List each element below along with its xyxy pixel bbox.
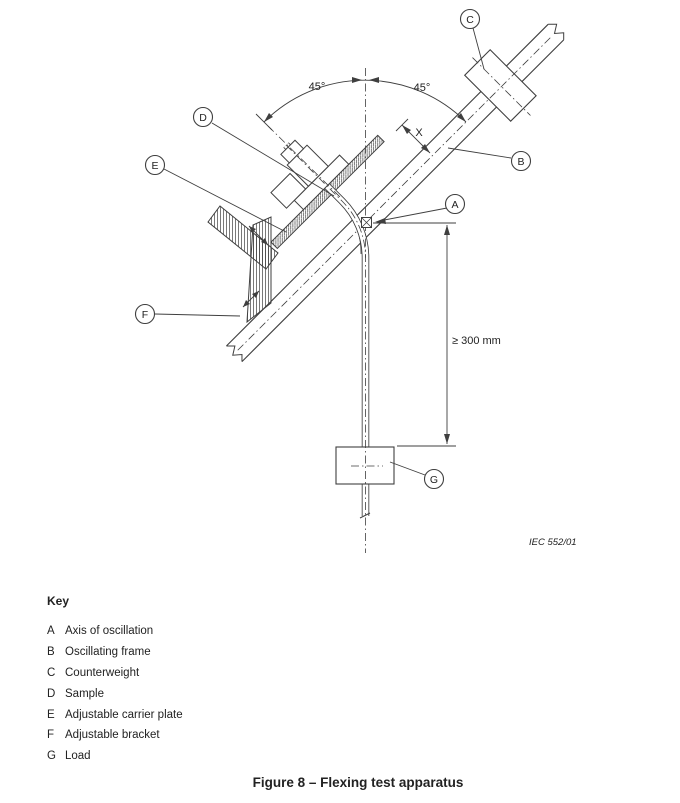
key-item-label: Sample	[65, 687, 104, 700]
oscillating-frame-group	[195, 0, 589, 384]
key-item-c	[47, 663, 183, 684]
leader-f	[155, 314, 240, 316]
callout-f	[136, 305, 155, 324]
key-item-letter: E	[47, 708, 55, 721]
callout-e-letter: E	[151, 160, 159, 172]
callout-g	[425, 470, 444, 489]
key-item-label: Oscillating frame	[65, 646, 151, 659]
angle-label-left: 45°	[308, 81, 326, 93]
key-section	[47, 594, 183, 767]
key-item-label: Load	[65, 750, 91, 763]
key-item-label: Axis of oscillation	[65, 625, 154, 638]
key-item-letter: A	[47, 625, 55, 638]
key-list	[47, 621, 183, 767]
callout-d-letter: D	[199, 112, 207, 124]
arrowhead	[369, 77, 379, 83]
key-item-letter: F	[47, 729, 55, 742]
swing-arc	[264, 80, 466, 122]
key-item-letter: G	[47, 750, 56, 763]
callout-f-letter: F	[141, 309, 149, 321]
callout-d	[194, 108, 213, 127]
arrowhead	[444, 434, 450, 444]
key-item-d	[47, 683, 183, 704]
load-weight	[336, 447, 394, 484]
key-item-a	[47, 621, 183, 642]
callout-a-letter: A	[451, 199, 459, 211]
callout-c	[461, 10, 480, 29]
arrowhead	[352, 77, 362, 83]
key-item-letter: B	[47, 646, 55, 659]
callout-a	[446, 195, 465, 214]
callout-b	[512, 152, 531, 171]
callout-c-letter: C	[466, 14, 474, 26]
key-item-g	[47, 746, 183, 767]
key-heading: Key	[47, 594, 70, 608]
key-item-label: Adjustable bracket	[65, 729, 160, 742]
callout-g-letter: G	[429, 474, 439, 486]
angle-label-right: 45°	[413, 82, 431, 94]
iec-reference-label: IEC 552/01	[529, 537, 577, 548]
callout-b-letter: B	[517, 156, 525, 168]
sample-clamp-group	[257, 125, 349, 217]
key-item-letter: D	[47, 687, 56, 700]
key-item-f	[47, 725, 183, 746]
key-item-label: Adjustable carrier plate	[65, 708, 183, 721]
key-item-label: Counterweight	[65, 666, 140, 679]
leader-b	[448, 148, 511, 158]
arrowhead	[444, 225, 450, 235]
x-dimension-label: X	[415, 127, 423, 139]
callout-e	[146, 156, 165, 175]
min-length-label: ≥ 300 mm	[452, 335, 501, 347]
key-item-b	[47, 642, 183, 663]
key-item-letter: C	[47, 666, 56, 679]
leader-g	[390, 462, 425, 475]
key-item-e	[47, 704, 183, 725]
figure-caption: Figure 8 – Flexing test apparatus	[252, 775, 464, 790]
